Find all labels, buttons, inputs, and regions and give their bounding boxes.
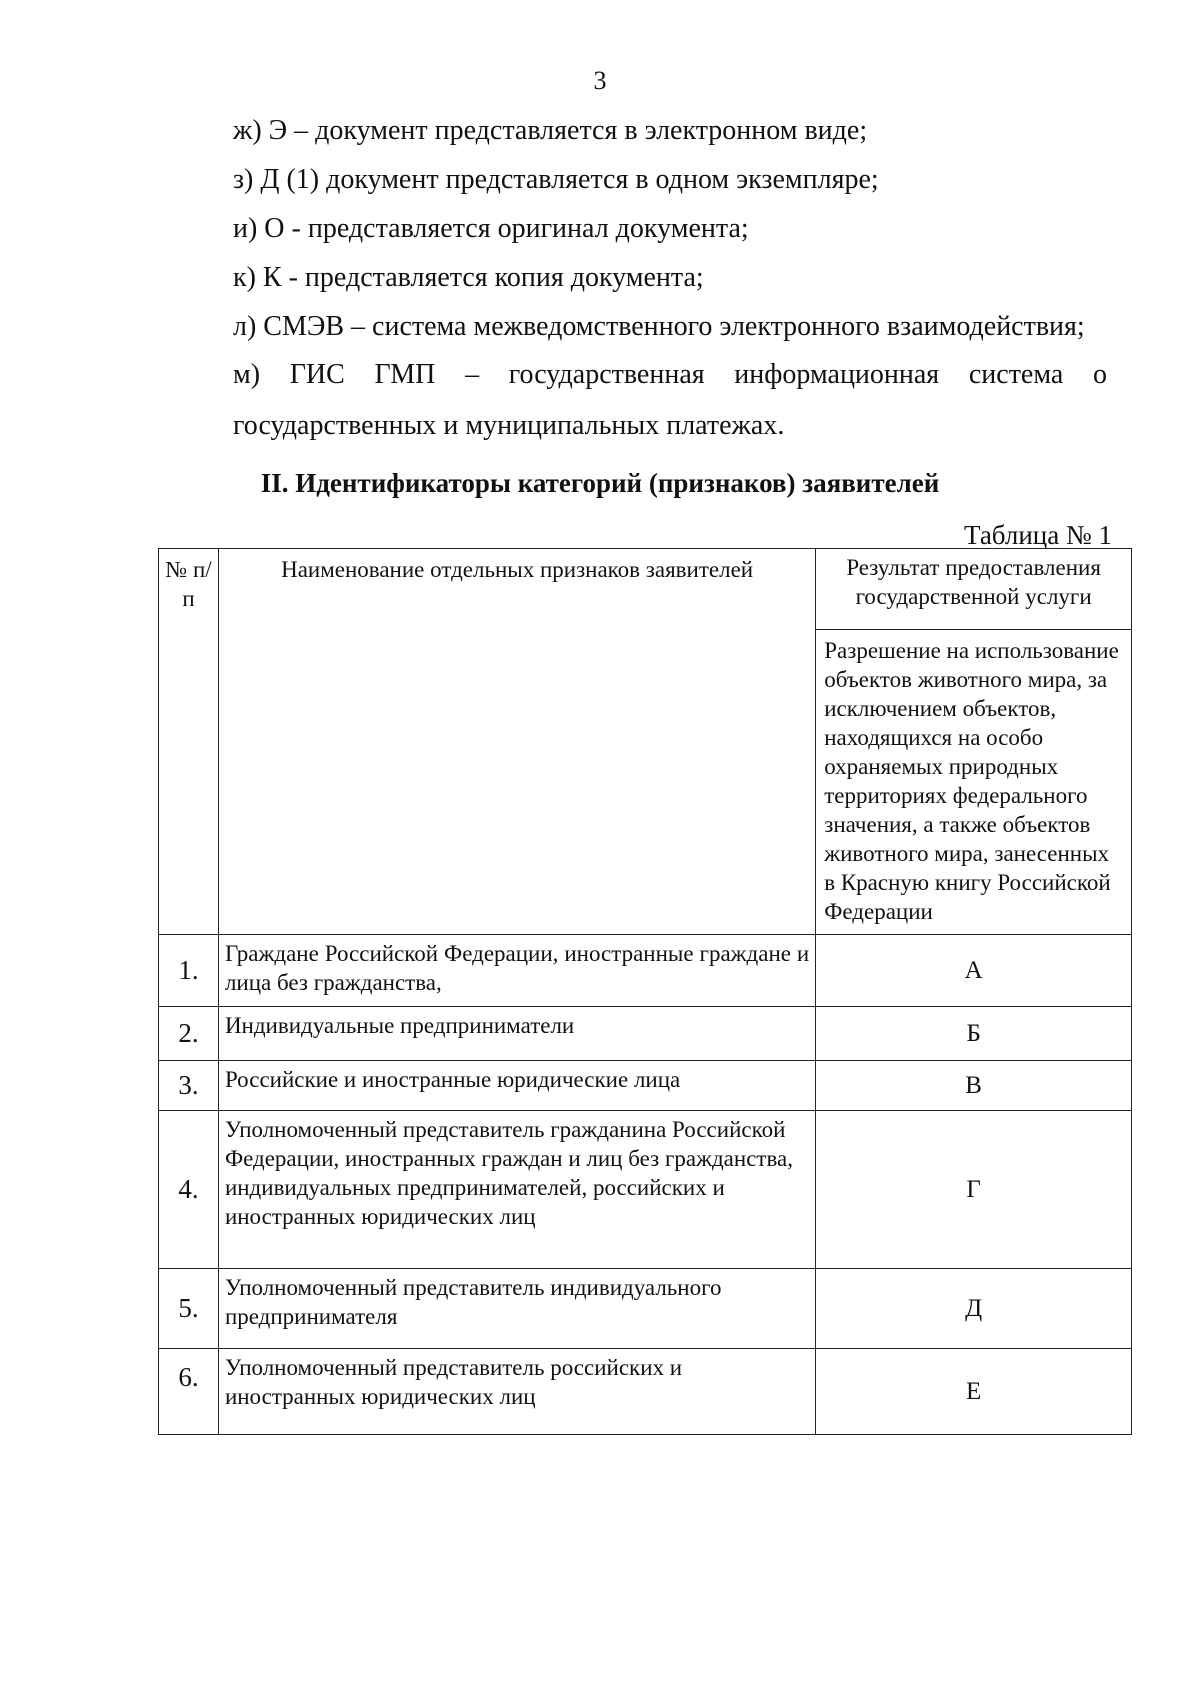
definition-item: ж) Э – документ представляется в электронном виде;: [233, 115, 868, 146]
definition-item: з) Д (1) документ представляется в одном экземпляре;: [233, 164, 879, 195]
definition-item: к) К - представляется копия документа;: [233, 262, 704, 293]
row-name: Индивидуальные предприниматели: [218, 1007, 815, 1061]
header-number: № п/п: [159, 549, 219, 935]
table-row: [159, 1269, 1132, 1349]
row-name: Уполномоченный представитель индивидуального предпринимателя: [218, 1269, 815, 1349]
definition-item-continuation: государственных и муниципальных платежах.: [233, 410, 785, 441]
result-description: Разрешение на использование объектов животного мира, за исключением объектов, находящихся на особо охраняемых природных территориях федерального значения, а также объектов животного мира, занесенных в Красную книгу Российской Федерации: [816, 630, 1132, 935]
page-number: 3: [593, 66, 607, 95]
definitions-list: [233, 108, 1107, 448]
table-caption: Таблица № 1: [964, 520, 1112, 550]
row-code: Б: [816, 1007, 1132, 1061]
table-header-row: [159, 549, 1132, 630]
header-result: Результат предоставления государственной услуги: [816, 549, 1132, 630]
table-row: [159, 1061, 1132, 1111]
row-code: А: [816, 935, 1132, 1007]
table-row: [159, 1349, 1132, 1435]
row-code: Д: [816, 1269, 1132, 1349]
row-name: Граждане Российской Федерации, иностранные граждане и лица без гражданства,: [218, 935, 815, 1007]
row-code: В: [816, 1061, 1132, 1111]
row-name: Российские и иностранные юридические лица: [218, 1061, 815, 1111]
definition-item: л) СМЭВ – система межведомственного электронного взаимодействия;: [233, 311, 1085, 342]
row-name: Уполномоченный представитель российских и иностранных юридических лиц: [218, 1349, 815, 1435]
row-number: 6.: [159, 1349, 219, 1435]
row-code: Е: [816, 1349, 1132, 1435]
row-code: Г: [816, 1111, 1132, 1269]
definition-item: и) О - представляется оригинал документа;: [233, 213, 749, 244]
table-row: [159, 935, 1132, 1007]
section-title: II. Идентификаторы категорий (признаков) заявителей: [260, 468, 940, 498]
row-name: Уполномоченный представитель гражданина Российской Федерации, иностранных граждан и лиц без гражданства, индивидуальных предпринимателей, российских и иностранных юридических лиц: [218, 1111, 815, 1269]
row-number: 3.: [159, 1061, 219, 1111]
table-row: [159, 1007, 1132, 1061]
row-number: 4.: [159, 1111, 219, 1269]
applicant-categories-table: [158, 548, 1132, 1435]
row-number: 1.: [159, 935, 219, 1007]
row-number: 2.: [159, 1007, 219, 1061]
table-row: [159, 1111, 1132, 1269]
row-number: 5.: [159, 1269, 219, 1349]
header-name: Наименование отдельных признаков заявителей: [218, 549, 815, 935]
definition-item: м) ГИС ГМП – государственная информационная система о: [233, 359, 1107, 390]
